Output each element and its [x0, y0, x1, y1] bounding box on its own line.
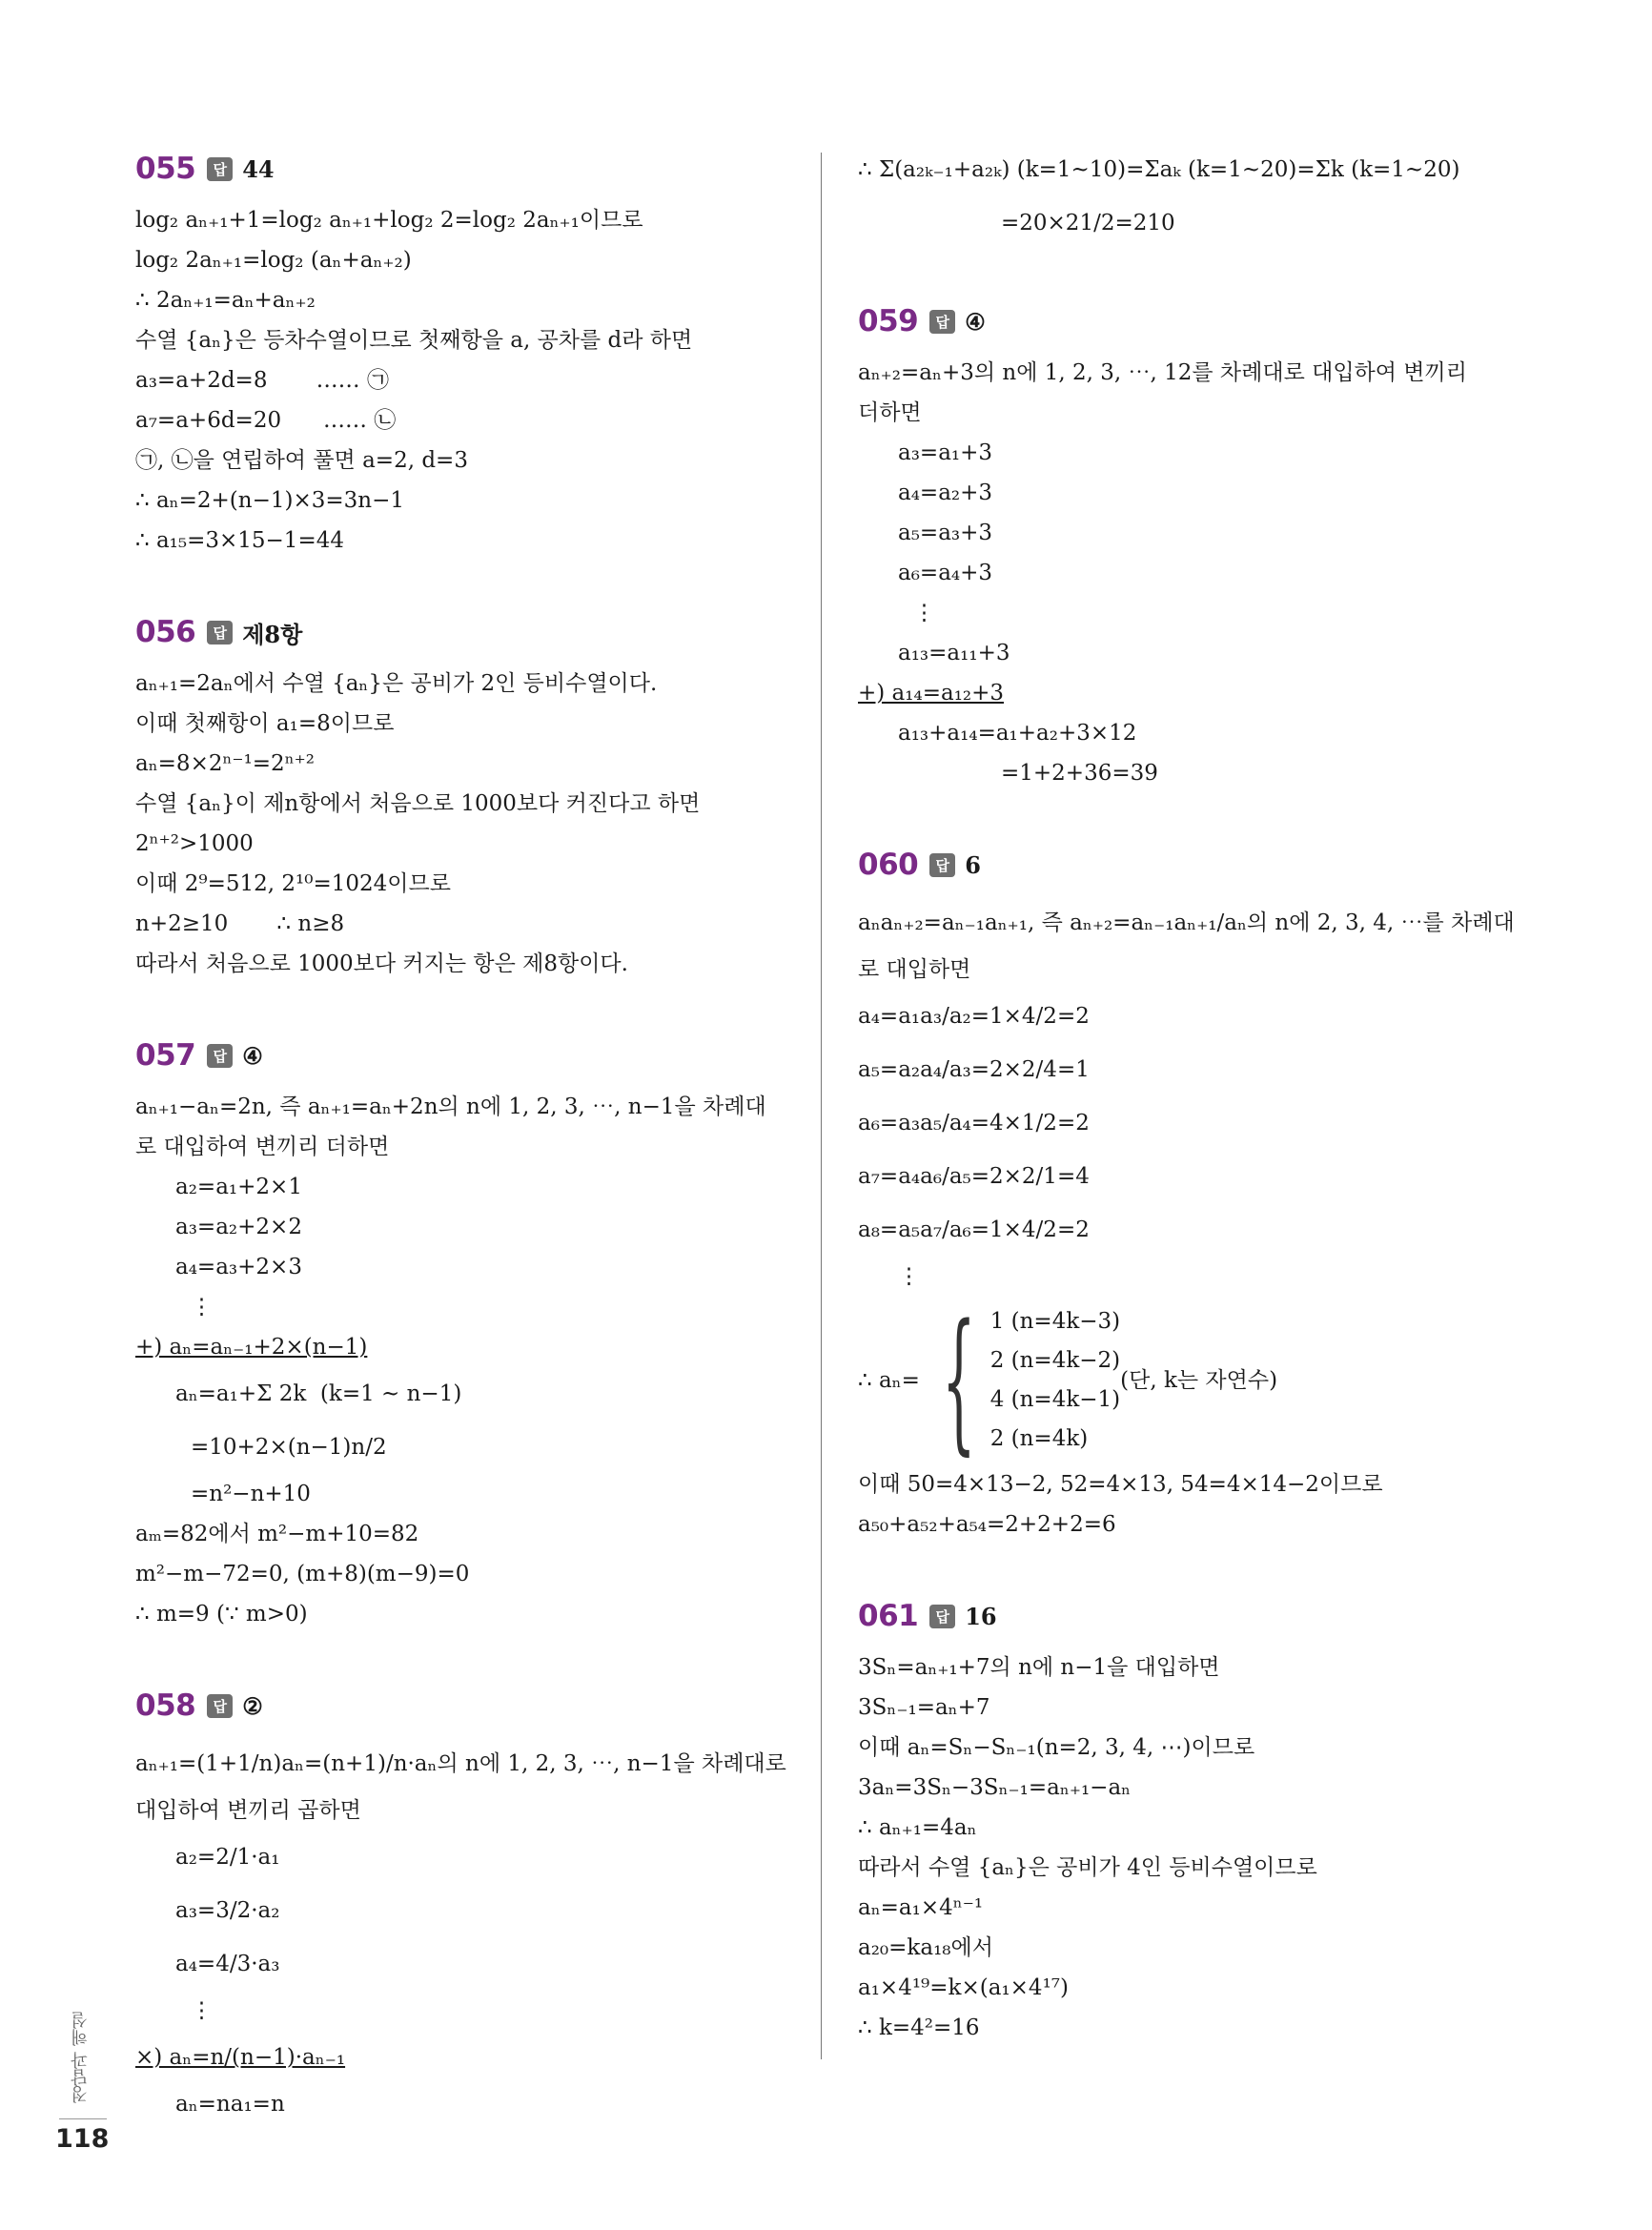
solution-line: 3Sₙ₋₁=aₙ+7 [858, 1695, 990, 1720]
problem-059 [858, 296, 1525, 793]
problem-header [858, 839, 1525, 890]
piecewise-definition [858, 1291, 1525, 1469]
problem-header [135, 143, 793, 194]
solution-line: ∴ a₁₅=3×15−1=44 [135, 528, 344, 553]
answer-value: 16 [965, 1602, 997, 1630]
solution-line: a₃=a₁+3 [898, 440, 993, 465]
solution-line: aₙ=a₁×4ⁿ⁻¹ [858, 1895, 984, 1920]
solution-line: a₄=a₁a₃/a₂=1×4/2=2 [858, 1004, 1090, 1029]
vertical-ellipsis: ⋮ [191, 1998, 213, 2023]
solution-line: log₂ aₙ₊₁+1=log₂ aₙ₊₁+log₂ 2=log₂ 2aₙ₊₁이므로 [135, 208, 643, 233]
solution-line: m²−m−72=0, (m+8)(m−9)=0 [135, 1562, 470, 1586]
solution-line: a₇=a₄a₆/a₅=2×2/1=4 [858, 1164, 1090, 1189]
footer-divider [59, 2118, 107, 2119]
solution-line: 대입하여 변끼리 곱하면 [135, 1798, 361, 1823]
answer-value: ② [242, 1691, 263, 1720]
solution-line: ∴ m=9 (∵ m>0) [135, 1602, 308, 1626]
solution-line: a₁×4¹⁹=k×(a₁×4¹⁷) [858, 1975, 1069, 2000]
solution-line: 로 대입하면 [858, 957, 971, 982]
answer-badge: 답 [207, 1044, 233, 1068]
left-column [135, 143, 793, 2124]
answer-badge: 답 [929, 853, 955, 877]
problem-058-continued [858, 143, 1525, 250]
problem-header [135, 606, 793, 658]
answer-value: ④ [242, 1041, 263, 1070]
solution-line: aₙ₊₁=(1+1/n)aₙ=(n+1)/n·aₙ의 n에 1, 2, 3, ⋯, n−1을 차례대로 [135, 1751, 786, 1776]
answer-badge: 답 [207, 157, 233, 181]
solution-line: +) aₙ=aₙ₋₁+2×(n−1) [135, 1335, 368, 1360]
right-column [858, 143, 1525, 2048]
answer-value: 제8항 [242, 620, 303, 648]
solution-line: a₅=a₂a₄/a₃=2×2/4=1 [858, 1057, 1090, 1082]
solution-line: a₂=2/1·a₁ [175, 1845, 280, 1870]
case-line: 4 (n=4k−1) [989, 1387, 1121, 1412]
answer-value: ④ [965, 307, 986, 336]
problem-header [135, 1680, 793, 1731]
solution-line: ∴ k=4²=16 [858, 2015, 980, 2040]
answer-value: 6 [965, 850, 981, 879]
solution-line: 수열 {aₙ}은 등차수열이므로 첫째항을 a, 공차를 d라 하면 [135, 328, 693, 353]
piecewise-prefix: ∴ aₙ= [858, 1368, 920, 1393]
solution-line: 더하면 [858, 400, 922, 425]
solution-line: a₄=4/3·a₃ [175, 1952, 280, 1976]
solution-line: 이때 50=4×13−2, 52=4×13, 54=4×14−2이므로 [858, 1472, 1383, 1497]
solution-line: a₃=a+2d=8 …… ㉠ [135, 368, 389, 393]
solution-line: 3Sₙ=aₙ₊₁+7의 n에 n−1을 대입하면 [858, 1655, 1220, 1680]
solution-line: ∴ aₙ=2+(n−1)×3=3n−1 [135, 488, 404, 513]
solution-line: a₆=a₄+3 [898, 561, 993, 585]
problem-number: 061 [858, 1599, 919, 1633]
column-divider [821, 153, 822, 2059]
solution-line: a₇=a+6d=20 …… ㉡ [135, 408, 397, 433]
problem-060 [858, 839, 1525, 1545]
problem-number: 058 [135, 1688, 196, 1723]
solution-line: =20×21/2=210 [1001, 211, 1175, 235]
solution-line: a₃=3/2·a₂ [175, 1898, 280, 1923]
solution-line: a₄=a₃+2×3 [175, 1255, 302, 1279]
problem-number: 059 [858, 304, 919, 338]
solution-line: n+2≥10 ∴ n≥8 [135, 911, 345, 936]
problem-055 [135, 143, 793, 561]
vertical-ellipsis: ⋮ [191, 1295, 213, 1320]
solution-line: ㉠, ㉡을 연립하여 풀면 a=2, d=3 [135, 448, 468, 473]
problem-056 [135, 606, 793, 984]
solution-line: 수열 {aₙ}이 제n항에서 처음으로 1000보다 커진다고 하면 [135, 791, 701, 816]
solution-line: 3aₙ=3Sₙ−3Sₙ₋₁=aₙ₊₁−aₙ [858, 1775, 1132, 1800]
solution-line: a₂₀=ka₁₈에서 [858, 1935, 993, 1960]
page-number: 118 [55, 2124, 110, 2154]
solution-line: 이때 첫째항이 a₁=8이므로 [135, 711, 395, 736]
solution-line: a₅=a₃+3 [898, 521, 993, 545]
solution-line: 이때 aₙ=Sₙ−Sₙ₋₁(n=2, 3, 4, ⋯)이므로 [858, 1735, 1255, 1760]
answer-badge: 답 [207, 1694, 233, 1718]
answer-badge: 답 [929, 310, 955, 334]
solution-line: ∴ 2aₙ₊₁=aₙ+aₙ₊₂ [135, 288, 316, 313]
problem-number: 056 [135, 615, 196, 649]
solution-line: aₙ=8×2ⁿ⁻¹=2ⁿ⁺² [135, 751, 315, 776]
case-line: 1 (n=4k−3) [989, 1309, 1121, 1334]
solution-line: aₙ=a₁+Σ 2k (k=1 ~ n−1) [175, 1381, 462, 1406]
left-brace: { [941, 1291, 976, 1469]
solution-line: aₘ=82에서 m²−m+10=82 [135, 1522, 419, 1546]
solution-line: log₂ 2aₙ₊₁=log₂ (aₙ+aₙ₊₂) [135, 248, 412, 273]
problem-057 [135, 1030, 793, 1634]
solution-line: 2ⁿ⁺²>1000 [135, 831, 254, 856]
piecewise-note: (단, k는 자연수) [1120, 1368, 1278, 1393]
solution-line: a₈=a₅a₇/a₆=1×4/2=2 [858, 1217, 1090, 1242]
solution-line: a₂=a₁+2×1 [175, 1175, 302, 1199]
solution-line: 로 대입하여 변끼리 더하면 [135, 1135, 390, 1159]
solution-line: 따라서 수열 {aₙ}은 공비가 4인 등비수열이므로 [858, 1855, 1317, 1880]
solution-line: 따라서 처음으로 1000보다 커지는 항은 제8항이다. [135, 951, 628, 976]
answer-badge: 답 [929, 1605, 955, 1628]
solution-line: a₆=a₃a₅/a₄=4×1/2=2 [858, 1111, 1090, 1135]
solution-line: a₃=a₂+2×2 [175, 1215, 302, 1239]
solution-line: a₁₃+a₁₄=a₁+a₂+3×12 [898, 721, 1137, 746]
case-line: 2 (n=4k) [989, 1426, 1089, 1451]
vertical-ellipsis: ⋮ [898, 1264, 920, 1289]
problem-number: 055 [135, 152, 196, 186]
vertical-ellipsis: ⋮ [913, 601, 935, 625]
section-label: 정답과 해설 [71, 2012, 91, 2103]
solution-line: +) a₁₄=a₁₂+3 [858, 681, 1005, 706]
answer-value: 44 [242, 154, 275, 183]
problem-header [858, 1590, 1525, 1642]
solution-line: aₙ₊₂=aₙ+3의 n에 1, 2, 3, ⋯, 12를 차례대로 대입하여 변끼리 [858, 360, 1467, 385]
solution-line: aₙ₊₁−aₙ=2n, 즉 aₙ₊₁=aₙ+2n의 n에 1, 2, 3, ⋯, n−1을 차례대 [135, 1095, 766, 1119]
solution-line: =n²−n+10 [191, 1482, 311, 1506]
solution-line: a₄=a₂+3 [898, 481, 993, 505]
problem-number: 060 [858, 848, 919, 882]
piecewise-cases [990, 1302, 1120, 1459]
solution-line: a₅₀+a₅₂+a₅₄=2+2+2=6 [858, 1512, 1116, 1537]
case-line: 2 (n=4k−2) [989, 1348, 1121, 1373]
solution-line: aₙ=na₁=n [175, 2092, 285, 2117]
solution-line: ×) aₙ=n/(n−1)·aₙ₋₁ [135, 2045, 346, 2070]
solution-line: aₙaₙ₊₂=aₙ₋₁aₙ₊₁, 즉 aₙ₊₂=aₙ₋₁aₙ₊₁/aₙ의 n에 2, 3, 4, ⋯를 차례대 [858, 910, 1515, 935]
solution-line: ∴ Σ(a₂ₖ₋₁+a₂ₖ) (k=1~10)=Σaₖ (k=1~20)=Σk (k=1~20) [858, 157, 1460, 182]
solution-line: =10+2×(n−1)n/2 [191, 1435, 387, 1460]
problem-header [135, 1030, 793, 1081]
solution-line: ∴ aₙ₊₁=4aₙ [858, 1815, 977, 1840]
solution-line: aₙ₊₁=2aₙ에서 수열 {aₙ}은 공비가 2인 등비수열이다. [135, 671, 658, 696]
solution-line: =1+2+36=39 [1001, 761, 1158, 786]
solution-line: a₁₃=a₁₁+3 [898, 641, 1010, 665]
problem-header [858, 296, 1525, 347]
answer-badge: 답 [207, 621, 233, 644]
problem-061 [858, 1590, 1525, 2048]
problem-058 [135, 1680, 793, 2124]
problem-number: 057 [135, 1038, 196, 1073]
solution-line: 이때 2⁹=512, 2¹⁰=1024이므로 [135, 871, 451, 896]
